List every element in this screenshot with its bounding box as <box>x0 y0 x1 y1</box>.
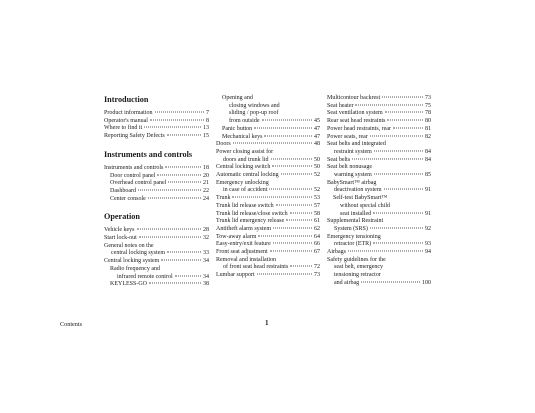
toc-entry[interactable] <box>327 126 431 134</box>
toc-entry-text: Radio frequency and <box>110 265 160 272</box>
dot-leader <box>348 251 423 252</box>
toc-entry[interactable] <box>216 134 320 142</box>
toc-page-number: 32 <box>203 235 209 242</box>
toc-page-number: 73 <box>425 95 431 101</box>
toc-page-number: 92 <box>425 225 431 232</box>
toc-entry[interactable] <box>216 141 320 149</box>
toc-page-number: 91 <box>425 210 431 217</box>
dot-leader <box>149 283 201 284</box>
toc-page-number: 82 <box>425 133 431 140</box>
toc-entry[interactable] <box>327 257 431 288</box>
toc-entry[interactable] <box>216 180 320 195</box>
toc-page-number: 47 <box>314 133 320 140</box>
toc-page-number: 91 <box>425 187 431 194</box>
dot-leader <box>161 260 201 261</box>
toc-entry[interactable] <box>216 203 320 211</box>
dot-leader <box>148 197 201 198</box>
toc-page-number: 100 <box>422 279 431 286</box>
dot-leader <box>373 243 423 244</box>
footer-page-number: 1 <box>265 319 269 327</box>
dot-leader <box>373 212 423 213</box>
toc-page-number: 52 <box>314 187 320 194</box>
dot-leader <box>150 119 204 120</box>
toc-entry-text: Airbags <box>327 249 346 256</box>
dot-leader <box>257 274 313 275</box>
toc-page-number: 93 <box>425 241 431 248</box>
dot-leader <box>273 243 312 244</box>
toc-page-number: 24 <box>203 195 209 202</box>
toc-entry-text: Panic button <box>222 125 253 132</box>
dot-leader <box>258 235 312 236</box>
toc-page-number: 66 <box>314 241 320 248</box>
toc-entry-text: Dashboard <box>110 187 136 194</box>
toc-entry-text: Rear seat head restraints <box>327 118 386 125</box>
toc-entry-text: Product information <box>104 110 153 116</box>
toc-entry-text: Antitheft alarm system <box>216 225 271 232</box>
toc-entry-text: Overhead control panel <box>110 180 167 187</box>
dot-leader <box>262 120 313 121</box>
toc-page-number: 67 <box>314 249 320 256</box>
toc-entry-text: Seat belts and integrated <box>327 141 386 148</box>
dot-leader <box>370 227 423 228</box>
dot-leader <box>290 266 312 267</box>
toc-entry-text: Seat heater <box>327 102 354 109</box>
toc-entry[interactable] <box>327 195 431 218</box>
toc-entry[interactable] <box>104 180 209 188</box>
toc-entry-text: Trunk lid release switch <box>216 202 274 209</box>
toc-entry[interactable] <box>104 243 209 258</box>
toc-page-number: 84 <box>425 148 431 155</box>
dot-leader <box>168 182 201 183</box>
dot-leader <box>281 174 312 175</box>
toc-entry[interactable] <box>104 188 209 196</box>
toc-page-number: 50 <box>314 156 320 163</box>
dot-leader <box>270 251 312 252</box>
toc-entry-text: KEYLESS-GO <box>110 281 147 288</box>
toc-entry-text: Removal and installation <box>216 256 276 263</box>
toc-page-number: 57 <box>314 202 320 209</box>
toc-page-number: 73 <box>314 272 320 279</box>
toc-page-number: 81 <box>425 125 431 132</box>
contents-column-2 <box>216 95 320 280</box>
toc-entry[interactable] <box>327 103 431 111</box>
toc-page-number: 84 <box>425 156 431 163</box>
toc-entry-text: System (SRS) <box>334 225 368 232</box>
toc-entry-text: Trunk <box>216 195 231 202</box>
toc-page-number: 21 <box>203 180 209 187</box>
toc-page-number: 22 <box>203 187 209 194</box>
toc-entry[interactable] <box>327 234 431 249</box>
toc-entry[interactable] <box>327 164 431 179</box>
toc-page-number: 50 <box>314 164 320 171</box>
dot-leader <box>374 174 423 175</box>
toc-entry[interactable] <box>327 95 431 103</box>
toc-entry-text: sliding / pop-up roof <box>229 110 279 117</box>
toc-entry-text: Trunk lid emergency release <box>216 218 285 225</box>
dot-leader <box>361 281 420 282</box>
toc-page-number: 34 <box>203 273 209 280</box>
toc-page-number: 38 <box>203 281 209 288</box>
toc-entry-text: warning system <box>334 172 372 179</box>
dot-leader <box>137 229 202 230</box>
toc-entry-text: and airbag <box>334 279 360 286</box>
toc-entry-text: Central locking system <box>104 258 160 265</box>
dot-leader <box>144 127 201 128</box>
toc-page-number: 52 <box>314 172 320 179</box>
toc-page-number: 47 <box>314 125 320 132</box>
toc-entry[interactable] <box>216 195 320 203</box>
toc-entry-text: Opening and <box>222 95 253 101</box>
toc-entry[interactable] <box>104 196 209 204</box>
toc-entry[interactable] <box>216 149 320 164</box>
toc-page-number: 75 <box>425 102 431 109</box>
dot-leader <box>385 112 423 113</box>
toc-entry[interactable] <box>216 164 320 172</box>
toc-entry[interactable] <box>104 173 209 181</box>
toc-entry-text: Supplemental Restraint <box>327 218 384 225</box>
toc-entry[interactable] <box>216 249 320 257</box>
toc-entry[interactable] <box>216 226 320 234</box>
toc-entry-text: Mechanical keys <box>222 133 263 140</box>
toc-entry-text: Tow-away alarm <box>216 233 257 240</box>
toc-entry-text: without special child <box>340 202 390 209</box>
toc-page-number: 45 <box>314 118 320 125</box>
footer-section-label: Contents <box>60 321 83 328</box>
toc-entry[interactable] <box>327 134 431 142</box>
toc-page-number: 18 <box>203 164 209 171</box>
toc-entry-text: Emergency unlocking <box>216 179 269 186</box>
toc-entry[interactable] <box>104 281 209 289</box>
toc-entry-text: Doors <box>216 141 231 148</box>
toc-page-number: 8 <box>206 117 209 124</box>
toc-entry-text: Vehicle keys <box>104 227 135 234</box>
toc-entry-text: Seat ventilation system <box>327 110 383 117</box>
toc-entry-text: Safety guidelines for the <box>327 256 386 263</box>
toc-entry[interactable] <box>104 110 209 118</box>
toc-page-number: 15 <box>203 133 209 140</box>
toc-entry-text: from outside <box>229 118 260 125</box>
toc-entry-text: Door control panel <box>110 172 156 179</box>
toc-entry-text: Instruments and controls <box>104 164 164 171</box>
toc-page-number: 20 <box>203 172 209 179</box>
toc-entry-text: Front seat adjustment <box>216 249 268 256</box>
toc-entry-text: Emergency tensioning <box>327 233 381 240</box>
toc-entry-text: Seat belt nonusage <box>327 164 372 171</box>
toc-page-number: 13 <box>203 125 209 132</box>
dot-leader <box>264 135 312 136</box>
dot-leader <box>374 150 423 151</box>
toc-entry-text: Power closing assist for <box>216 148 274 155</box>
toc-entry-text: Multicontour backrest <box>327 95 381 101</box>
toc-page-number: 48 <box>314 141 320 148</box>
dot-leader <box>165 166 201 167</box>
toc-entry-text: Reporting Safety Defects <box>104 133 165 140</box>
dot-leader <box>272 166 312 167</box>
section-heading: Operation <box>104 212 140 222</box>
toc-entry[interactable] <box>216 172 320 180</box>
toc-entry-text: Easy-entry/exit feature <box>216 241 271 248</box>
toc-entry[interactable] <box>216 241 320 249</box>
toc-entry-text: retractor (ETR) <box>334 241 372 248</box>
toc-entry[interactable] <box>104 235 209 243</box>
dot-leader <box>370 135 423 136</box>
dot-leader <box>233 143 312 144</box>
toc-entry[interactable] <box>104 258 209 266</box>
toc-entry-text: deactivation system <box>334 187 382 194</box>
toc-entry-text: central locking system <box>111 250 165 257</box>
dot-leader <box>155 112 205 113</box>
dot-leader <box>175 275 201 276</box>
toc-entry[interactable] <box>327 118 431 126</box>
dot-leader <box>269 189 312 190</box>
contents-column-1 <box>104 95 209 289</box>
dot-leader <box>167 252 201 253</box>
toc-entry-text: seat belt, emergency <box>334 264 384 271</box>
toc-entry-text: Where to find it <box>104 125 143 132</box>
toc-entry[interactable] <box>104 227 209 235</box>
dot-leader <box>232 197 312 198</box>
dot-leader <box>290 212 312 213</box>
dot-leader <box>139 237 201 238</box>
toc-entry[interactable] <box>216 95 320 126</box>
dot-leader <box>273 227 312 228</box>
toc-page-number: 64 <box>314 233 320 240</box>
toc-page-number: 61 <box>314 218 320 225</box>
toc-entry[interactable] <box>327 249 431 257</box>
toc-entry-text: doors and trunk lid <box>223 156 269 163</box>
toc-entry[interactable] <box>327 180 431 195</box>
dot-leader <box>138 189 201 190</box>
section-heading: Instruments and controls <box>104 149 193 159</box>
toc-entry-text: Automatic central locking <box>216 172 279 179</box>
toc-page-number: 94 <box>425 249 431 256</box>
toc-entry[interactable] <box>216 126 320 134</box>
toc-page-number: 58 <box>314 210 320 217</box>
toc-entry[interactable] <box>327 141 431 156</box>
toc-entry-text: Power seats, rear <box>327 133 368 140</box>
toc-page-number: 7 <box>206 110 209 116</box>
toc-entry[interactable] <box>104 165 209 173</box>
toc-entry-text: restraint system <box>334 148 372 155</box>
dot-leader <box>254 127 312 128</box>
toc-entry-text: Central locking switch <box>216 164 271 171</box>
dot-leader <box>387 120 423 121</box>
toc-page-number: 53 <box>314 195 320 202</box>
toc-entry[interactable] <box>216 257 320 272</box>
dot-leader <box>384 189 424 190</box>
toc-page-number: 80 <box>425 118 431 125</box>
toc-page-number: 72 <box>314 264 320 271</box>
toc-entry[interactable] <box>104 133 209 141</box>
toc-page-number: 85 <box>425 172 431 179</box>
toc-page-number: 34 <box>203 258 209 265</box>
toc-entry-text: of front seat head restraints <box>223 264 289 271</box>
toc-entry[interactable] <box>216 211 320 219</box>
toc-entry-text: Center console <box>110 195 146 202</box>
toc-entry-text: General notes on the <box>104 242 154 249</box>
toc-page-number: 28 <box>203 227 209 234</box>
toc-entry-text: closing windows and <box>229 102 280 109</box>
dot-leader <box>167 135 201 136</box>
toc-page-number: 33 <box>203 250 209 257</box>
toc-entry-text: tensioning retractor <box>334 272 381 279</box>
toc-entry[interactable] <box>104 125 209 133</box>
contents-column-3 <box>327 95 431 288</box>
toc-entry-text: in case of accident <box>223 187 268 194</box>
dot-leader <box>355 104 423 105</box>
section-heading: Introduction <box>104 95 149 104</box>
toc-entry-text: Seat belts <box>327 156 351 163</box>
dot-leader <box>271 158 313 159</box>
toc-entry-text: Start lock-out <box>104 235 137 242</box>
toc-entry-text: Trunk lid release/close switch <box>216 210 288 217</box>
toc-entry[interactable] <box>104 266 209 281</box>
toc-page-number: 78 <box>425 110 431 117</box>
toc-page-number: 62 <box>314 225 320 232</box>
dot-leader <box>286 220 312 221</box>
toc-entry-text: Lumbar support <box>216 272 255 279</box>
toc-entry-text: Power head restraints, rear <box>327 125 391 132</box>
toc-entry[interactable] <box>327 218 431 233</box>
dot-leader <box>276 204 312 205</box>
toc-entry[interactable] <box>216 218 320 226</box>
toc-entry[interactable] <box>327 157 431 165</box>
toc-entry-text: BabySmart™ airbag <box>327 179 377 186</box>
dot-leader <box>393 127 423 128</box>
toc-entry-text: seat installed <box>340 210 372 217</box>
toc-entry[interactable] <box>216 272 320 280</box>
toc-entry-text: Operator's manual <box>104 117 148 124</box>
dot-leader <box>352 158 423 159</box>
dot-leader <box>382 97 423 98</box>
toc-entry[interactable] <box>327 110 431 118</box>
toc-entry-text: infrared remote control <box>117 273 173 280</box>
dot-leader <box>157 174 201 175</box>
toc-entry-text: Self-test BabySmart™ <box>333 195 388 202</box>
